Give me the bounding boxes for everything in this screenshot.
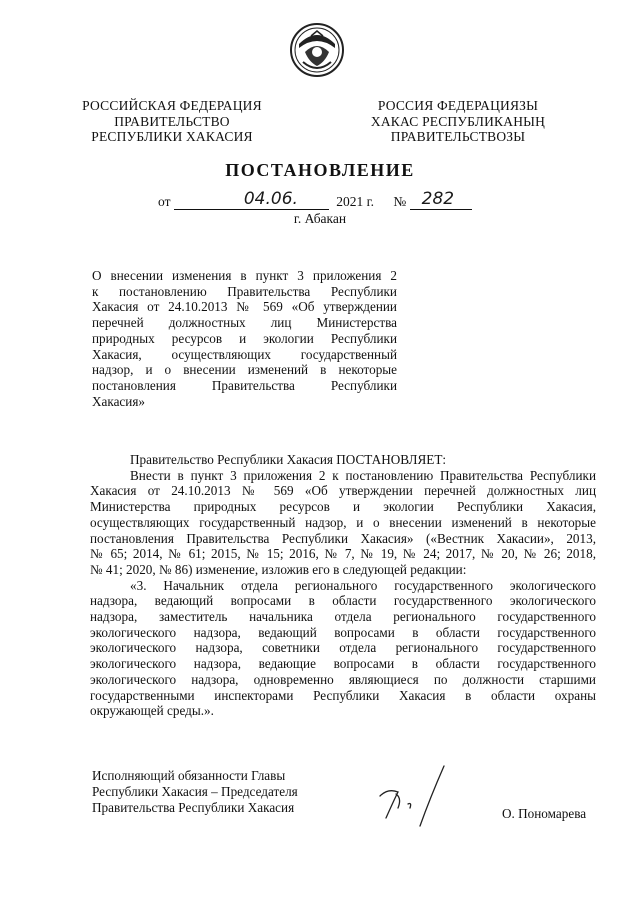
date-prefix: от: [158, 194, 171, 209]
signatory-position: Исполняющий обязанности Главы Республики Хакасия – Председателя Правительства Республики Хакасия: [92, 768, 298, 815]
body-line: экологического надзора, советники отдела регионального государственного: [90, 640, 596, 656]
date-number-line: [158, 189, 472, 210]
body-line: экологического надзора, одновременно являющиеся по должности старшими: [90, 671, 596, 687]
body-line: Правительство Республики Хакасия ПОСТАНОВЛЯЕТ:: [130, 452, 447, 467]
body-line: № 41; 2020, № 86) изменение, изложив его в следующей редакции:: [90, 561, 467, 577]
body-line: государственными инспекторами Республики Хакасия в области охраны: [90, 687, 596, 703]
body-text: [90, 452, 596, 719]
body-line: Хакасия от 24.10.2013 № 569 «Об утверждении перечней должностных лиц: [90, 483, 596, 499]
date-value: 04.06.: [243, 189, 298, 209]
year: 2021 г.: [336, 194, 374, 209]
body-line: экологического надзора, ведающий вопросами в области государственного: [90, 624, 596, 640]
body-line: надзора, заместитель начальника отдела регионального государственного: [90, 609, 596, 625]
number-label: №: [393, 194, 407, 209]
signatory-name: О. Пономарева: [502, 806, 587, 821]
body-line: надзора, ведающий вопросами в области государственного экологического: [90, 593, 596, 609]
header-right: РОССИЯ ФЕДЕРАЦИЯЗЫ ХАКАС РЕСПУБЛИКАНЫҢ ПРАВИТЕЛЬСТВОЗЫ: [370, 98, 546, 144]
body-line: постановления Правительства Республики Хакасия» («Вестник Хакасии», 2013,: [90, 530, 596, 546]
number-field: [410, 189, 472, 210]
number-value: 282: [421, 189, 455, 209]
city: г. Абакан: [293, 211, 347, 226]
body-line: окружающей среды.».: [90, 703, 214, 719]
header-left: РОССИЙСКАЯ ФЕДЕРАЦИЯ ПРАВИТЕЛЬСТВО РЕСПУБЛИКИ ХАКАСИЯ: [82, 98, 262, 144]
subject-block: О внесении изменения в пункт 3 приложения 2 к постановлению Правительства Республики Хакасия от 24.10.2013 № 569 «Об утверждении перечней должностных лиц Министерства природных ресурсов и экологии Республики Хакасия, осуществляющих государственный надзор, и о внесении изменений в некоторые постановления Правительства Республики Хакасия»: [92, 268, 397, 409]
body-line: «3. Начальник отдела регионального государственного экологического: [130, 577, 596, 593]
document-title: ПОСТАНОВЛЕНИЕ: [225, 160, 415, 180]
body-line: № 65; 2014, № 61; 2015, № 15; 2016, № 7, № 19, № 24; 2017, № 20, № 26; 2018,: [90, 546, 596, 562]
body-line: осуществляющих государственный надзор, и о внесении изменений в некоторые: [90, 514, 596, 530]
body-line: Министерства природных ресурсов и экологии Республики Хакасия,: [90, 499, 596, 515]
coat-of-arms-emblem: [289, 22, 345, 78]
body-line: Внести в пункт 3 приложения 2 к постановлению Правительства Республики: [130, 467, 596, 483]
handwritten-signature: [368, 758, 468, 828]
date-field: [174, 189, 329, 210]
body-line: экологического надзора, ведающие вопросами в области государственного: [90, 656, 596, 672]
